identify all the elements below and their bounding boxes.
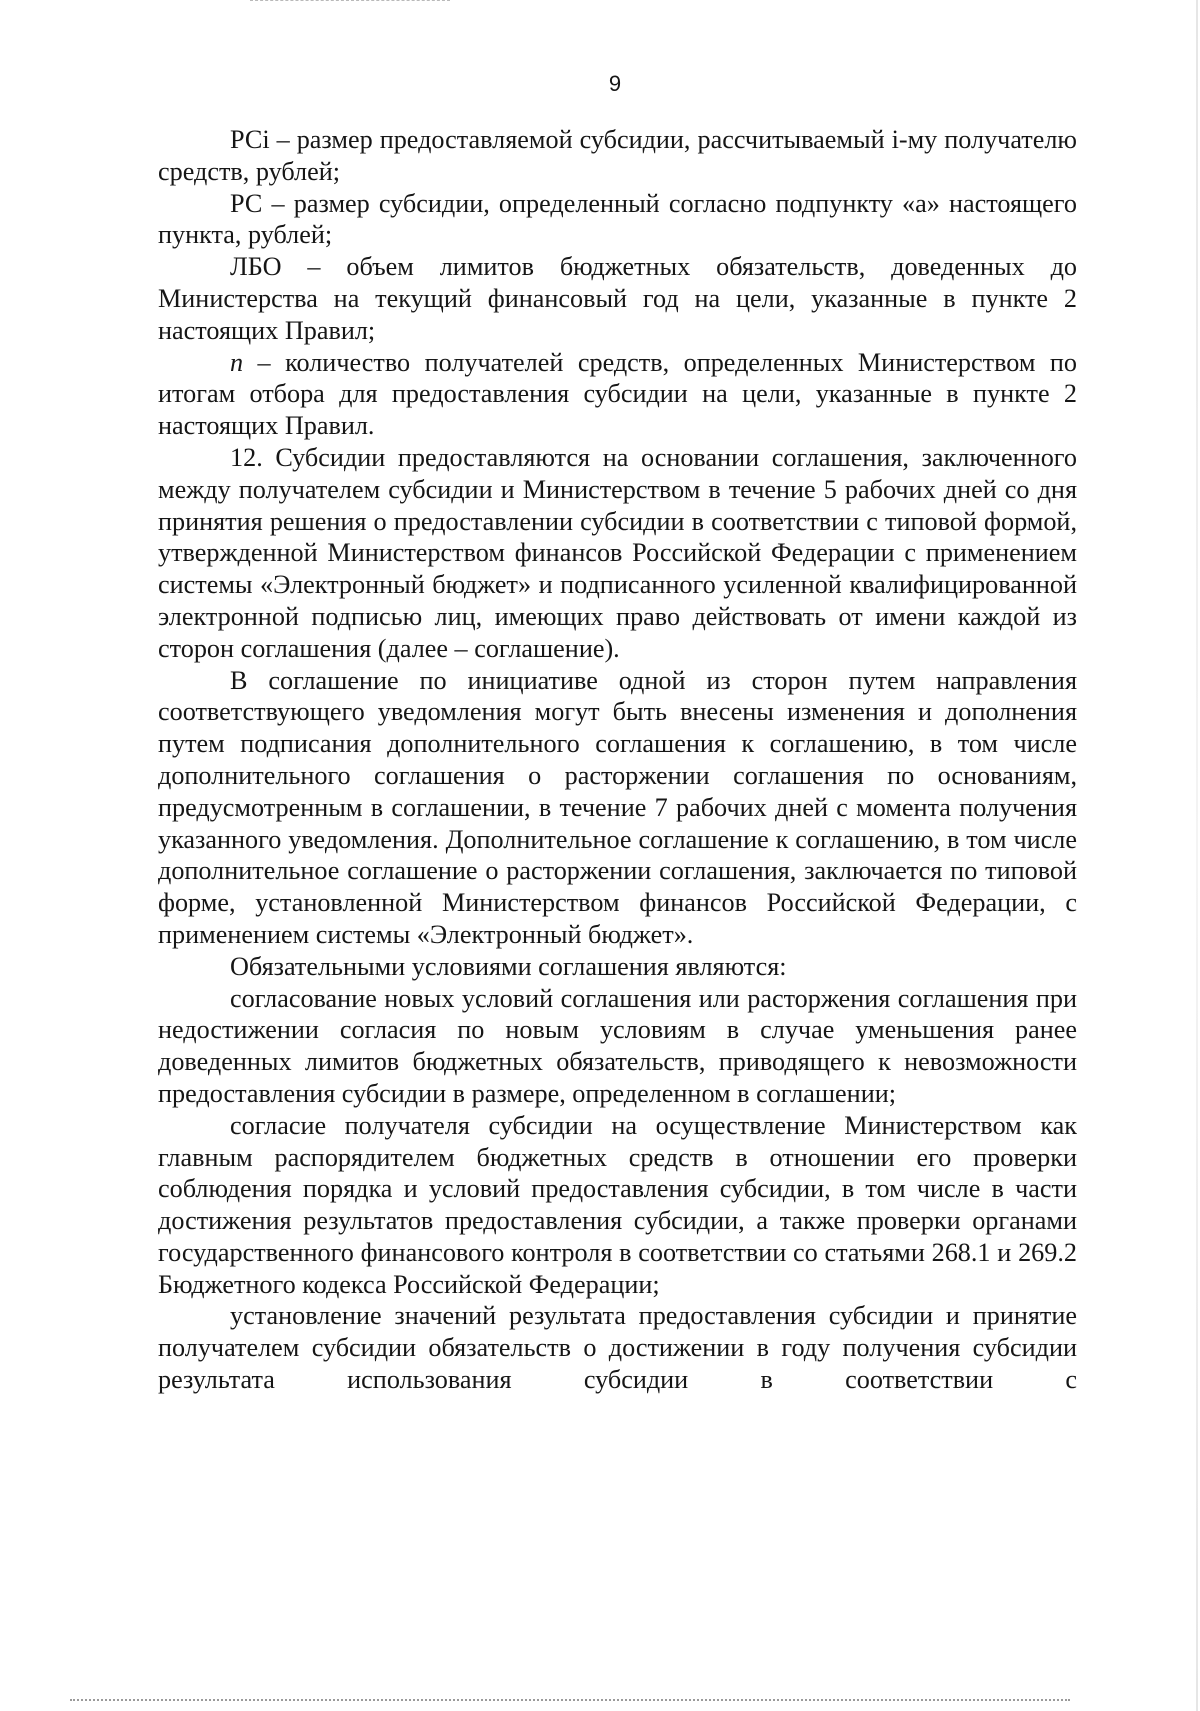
scan-edge-top [250, 0, 450, 4]
paragraph-n-definition [158, 347, 1077, 442]
paragraph-rsi-definition: РСi – размер предоставляемой субсидии, рассчитываемый i-му получателю средств, рублей; [158, 125, 1077, 186]
paragraph-mandatory-conditions: Обязательными условиями соглашения являются: [230, 951, 787, 981]
paragraph-rs-definition: РС – размер субсидии, определенный согласно подпункту «а» настоящего пункта, рублей; [158, 188, 1077, 250]
document-body [158, 124, 1077, 1396]
paragraph-item-12: 12. Субсидии предоставляются на основании соглашения, заключенного между получателем субсидии и Министерством в течение 5 рабочих дней со дня принятия решения о предоставлении субсидии в соответствии с типовой формой, утвержденной Министерством финансов Российской Федерации с применением системы «Электронный бюджет» и подписанного усиленной квалифицированной электронной подписью лиц, имеющих право действовать от имени каждой из сторон соглашения (далее – соглашение). [158, 442, 1077, 663]
paragraph-condition-renegotiation: согласование новых условий соглашения или расторжения соглашения при недостижении согласия по новым условиям в случае уменьшения ранее доведенных лимитов бюджетных обязательств, приводящего к невозможности предоставления субсидии в размере, определенном в соглашении; [158, 983, 1077, 1108]
scan-edge-right [1196, 0, 1198, 1711]
paragraph-condition-audit-consent: согласие получателя субсидии на осуществление Министерством как главным распорядителем бюджетных средств в отношении его проверки соблюдения порядка и условий предоставления субсидии, в том числе в части достижения результатов предоставления субсидии, а также проверки органами государственного финансового контроля в соответствии со статьями 268.1 и 269.2 Бюджетного кодекса Российской Федерации; [158, 1110, 1077, 1299]
variable-n: n [230, 347, 244, 377]
paragraph-n-text: – количество получателей средств, определенных Министерством по итогам отбора для предоставления субсидии на цели, указанные в пункте 2 настоящих Правил. [158, 347, 1077, 441]
scan-edge-bottom [70, 1697, 1070, 1701]
paragraph-lbo-definition: ЛБО – объем лимитов бюджетных обязательств, доведенных до Министерства на текущий финансовый год на цели, указанные в пункте 2 настоящих Правил; [158, 252, 1077, 345]
paragraph-amendments: В соглашение по инициативе одной из сторон путем направления соответствующего уведомления могут быть внесены изменения и дополнения путем подписания дополнительного соглашения к соглашению, в том числе дополнительного соглашения о расторжении соглашения по основаниям, предусмотренным в соглашении, в течение 7 рабочих дней с момента получения указанного уведомления. Дополнительное соглашение к соглашению, в том числе дополнительное соглашение о расторжении соглашения, заключается по типовой форме, установленной Министерством финансов Российской Федерации, с применением системы «Электронный бюджет». [158, 665, 1077, 949]
page-number: 9 [608, 71, 622, 96]
paragraph-condition-results: установление значений результата предоставления субсидии и принятие получателем субсидии обязательств о достижении в году получения субсидии результата использования субсидии в соответствии с [158, 1301, 1077, 1395]
